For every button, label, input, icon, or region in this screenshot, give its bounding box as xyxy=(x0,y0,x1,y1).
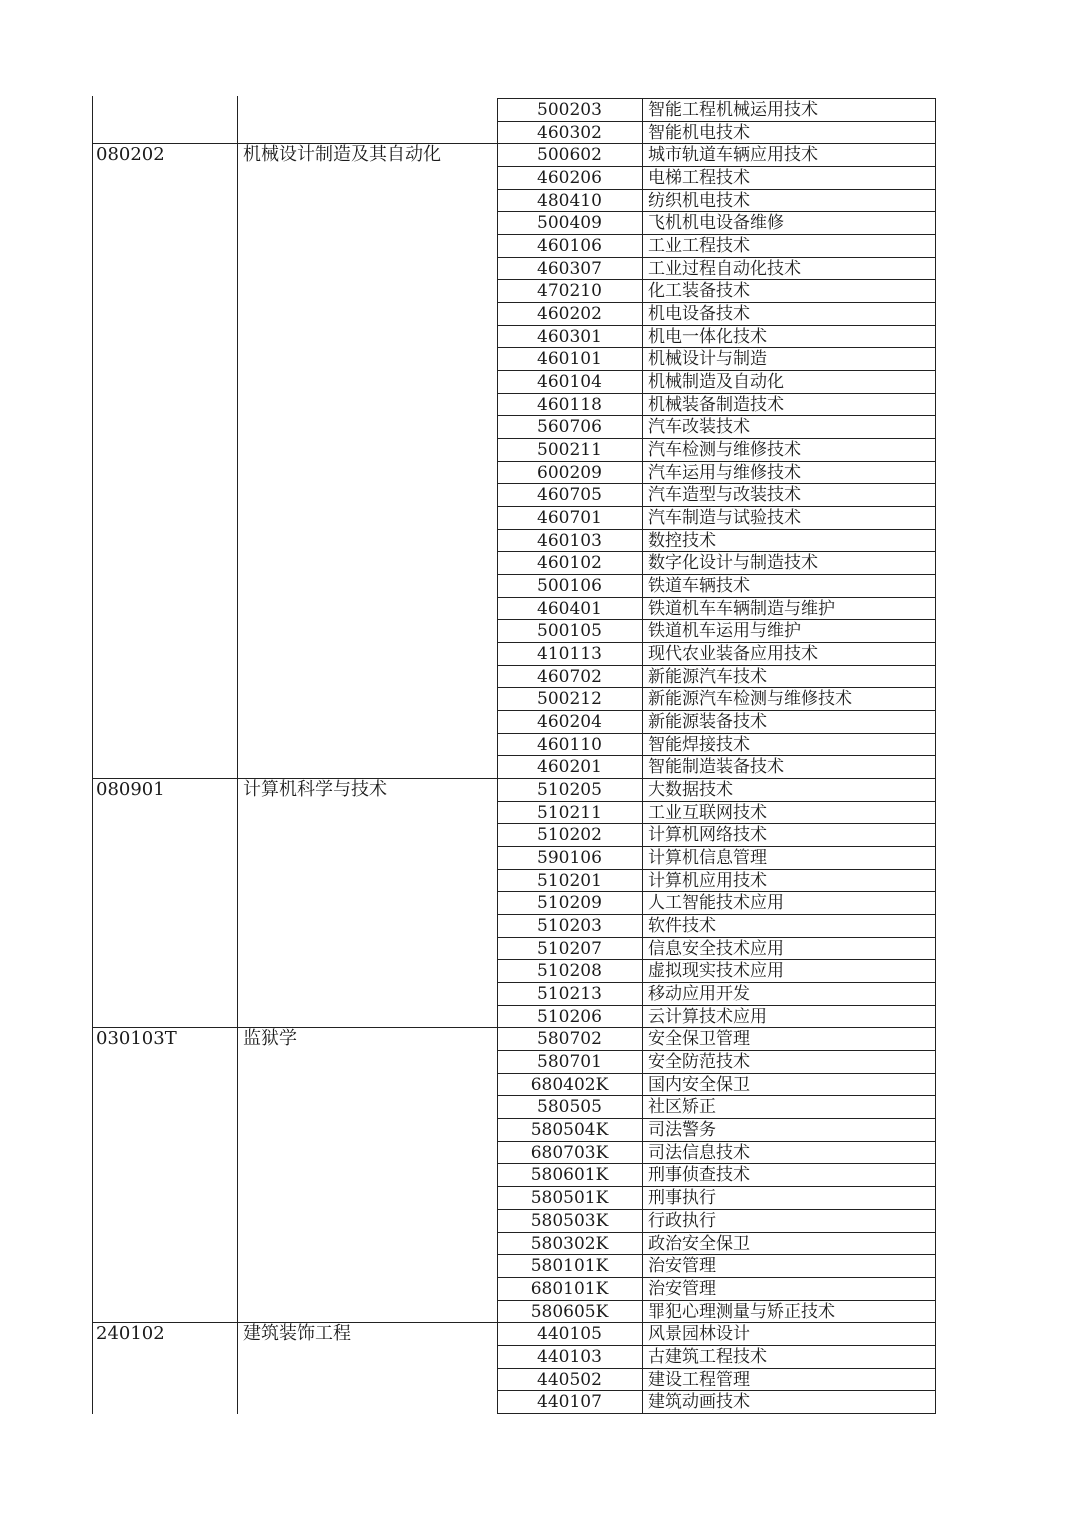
vocational-code: 510206 xyxy=(537,1006,602,1027)
row-border xyxy=(497,1413,935,1414)
vocational-code: 580101K xyxy=(530,1256,609,1277)
vocational-code: 460110 xyxy=(537,734,602,755)
vocational-name: 移动应用开发 xyxy=(648,984,750,1005)
vocational-code: 580503K xyxy=(530,1210,609,1231)
vocational-code: 500212 xyxy=(537,689,602,710)
vocational-name: 智能制造装备技术 xyxy=(648,757,784,778)
vocational-name: 计算机信息管理 xyxy=(648,848,767,869)
vocational-code: 510207 xyxy=(537,938,602,959)
vocational-name: 汽车检测与维修技术 xyxy=(648,440,801,461)
vocational-code: 440105 xyxy=(537,1324,602,1345)
vocational-name: 建筑动画技术 xyxy=(648,1392,750,1413)
vocational-code: 600209 xyxy=(537,462,602,483)
vocational-name: 新能源汽车检测与维修技术 xyxy=(648,689,852,710)
vocational-code: 460101 xyxy=(537,349,602,370)
vocational-name: 软件技术 xyxy=(648,916,716,937)
vocational-name: 新能源装备技术 xyxy=(648,712,767,733)
vocational-code: 410113 xyxy=(537,644,602,665)
vocational-name: 政治安全保卫 xyxy=(648,1233,750,1254)
vocational-name: 安全防范技术 xyxy=(648,1052,750,1073)
column-border xyxy=(237,96,238,1414)
vocational-name: 工业过程自动化技术 xyxy=(648,258,801,279)
vocational-name: 纺织机电技术 xyxy=(648,190,750,211)
column-border xyxy=(92,96,93,1414)
vocational-code: 580302K xyxy=(530,1233,609,1254)
vocational-code: 460102 xyxy=(537,553,602,574)
vocational-code: 460118 xyxy=(537,394,602,415)
vocational-code: 580702 xyxy=(537,1029,602,1050)
vocational-name: 汽车改装技术 xyxy=(648,417,750,438)
column-border xyxy=(935,98,936,1414)
vocational-code: 680101K xyxy=(530,1278,609,1299)
vocational-code: 460103 xyxy=(537,530,602,551)
vocational-code: 510202 xyxy=(537,825,602,846)
vocational-name: 智能焊接技术 xyxy=(648,734,750,755)
vocational-code: 460701 xyxy=(537,508,602,529)
vocational-code: 460302 xyxy=(537,122,602,143)
vocational-code: 500211 xyxy=(537,440,602,461)
vocational-name: 汽车运用与维修技术 xyxy=(648,462,801,483)
vocational-name: 智能工程机械运用技术 xyxy=(648,100,818,120)
vocational-code: 460206 xyxy=(537,168,602,188)
group-code: 240102 xyxy=(96,1323,165,1345)
vocational-code: 500602 xyxy=(537,145,602,166)
vocational-name: 罪犯心理测量与矫正技术 xyxy=(648,1301,835,1322)
vocational-name: 汽车造型与改装技术 xyxy=(648,485,801,506)
vocational-name: 云计算技术应用 xyxy=(648,1006,767,1027)
vocational-code: 510205 xyxy=(537,780,602,801)
vocational-code: 500106 xyxy=(537,576,602,597)
vocational-name: 飞机机电设备维修 xyxy=(648,213,784,234)
vocational-name: 数字化设计与制造技术 xyxy=(648,553,818,574)
vocational-code: 460702 xyxy=(537,666,602,687)
vocational-code: 580504K xyxy=(530,1120,609,1141)
vocational-code: 460307 xyxy=(537,258,602,279)
vocational-code: 460106 xyxy=(537,236,602,257)
vocational-name: 机电一体化技术 xyxy=(648,326,767,347)
group-code: 030103T xyxy=(96,1028,177,1050)
vocational-name: 新能源汽车技术 xyxy=(648,666,767,687)
vocational-name: 电梯工程技术 xyxy=(648,168,750,188)
vocational-code: 510213 xyxy=(537,984,602,1005)
vocational-name: 机械制造及自动化 xyxy=(648,372,784,393)
vocational-name: 司法信息技术 xyxy=(648,1142,750,1163)
vocational-name: 化工装备技术 xyxy=(648,281,750,302)
vocational-name: 计算机网络技术 xyxy=(648,825,767,846)
group-code: 080202 xyxy=(96,144,165,166)
vocational-code: 590106 xyxy=(537,848,602,869)
vocational-code: 440103 xyxy=(537,1346,602,1367)
vocational-name: 工业互联网技术 xyxy=(648,802,767,823)
vocational-code: 680703K xyxy=(530,1142,609,1163)
vocational-code: 510203 xyxy=(537,916,602,937)
vocational-code: 580501K xyxy=(530,1188,609,1209)
vocational-code: 500409 xyxy=(537,213,602,234)
vocational-code: 680402K xyxy=(530,1074,609,1095)
vocational-code: 460705 xyxy=(537,485,602,506)
vocational-code: 510208 xyxy=(537,961,602,982)
group-code: 080901 xyxy=(96,779,165,801)
vocational-name: 工业工程技术 xyxy=(648,236,750,257)
vocational-code: 460204 xyxy=(537,712,602,733)
vocational-name: 司法警务 xyxy=(648,1120,716,1141)
vocational-code: 440502 xyxy=(537,1369,602,1390)
vocational-name: 风景园林设计 xyxy=(648,1324,750,1345)
vocational-name: 大数据技术 xyxy=(648,780,733,801)
vocational-code: 500203 xyxy=(537,100,602,120)
vocational-name: 刑事侦查技术 xyxy=(648,1165,750,1186)
vocational-name: 虚拟现实技术应用 xyxy=(648,961,784,982)
vocational-name: 智能机电技术 xyxy=(648,122,750,143)
vocational-name: 城市轨道车辆应用技术 xyxy=(648,145,818,166)
vocational-name: 数控技术 xyxy=(648,530,716,551)
vocational-name: 人工智能技术应用 xyxy=(648,893,784,914)
group-name: 机械设计制造及其自动化 xyxy=(243,144,441,166)
vocational-name: 汽车制造与试验技术 xyxy=(648,508,801,529)
vocational-name: 机械设计与制造 xyxy=(648,349,767,370)
vocational-name: 建设工程管理 xyxy=(648,1369,750,1390)
vocational-name: 机械装备制造技术 xyxy=(648,394,784,415)
vocational-code: 510211 xyxy=(537,802,602,823)
vocational-code: 470210 xyxy=(537,281,602,302)
vocational-code: 510201 xyxy=(537,870,602,891)
group-name: 建筑装饰工程 xyxy=(243,1323,351,1345)
vocational-name: 治安管理 xyxy=(648,1256,716,1277)
vocational-code: 460202 xyxy=(537,304,602,325)
vocational-code: 500105 xyxy=(537,621,602,642)
vocational-code: 580605K xyxy=(530,1301,609,1322)
group-name: 监狱学 xyxy=(243,1028,297,1050)
vocational-code: 580701 xyxy=(537,1052,602,1073)
vocational-name: 铁道机车运用与维护 xyxy=(648,621,801,642)
vocational-code: 580601K xyxy=(530,1165,609,1186)
vocational-name: 铁道机车车辆制造与维护 xyxy=(648,598,835,619)
vocational-code: 460104 xyxy=(537,372,602,393)
vocational-name: 国内安全保卫 xyxy=(648,1074,750,1095)
vocational-name: 古建筑工程技术 xyxy=(648,1346,767,1367)
vocational-code: 510209 xyxy=(537,893,602,914)
vocational-name: 行政执行 xyxy=(648,1210,716,1231)
vocational-code: 580505 xyxy=(537,1097,602,1118)
vocational-code: 460401 xyxy=(537,598,602,619)
vocational-name: 安全保卫管理 xyxy=(648,1029,750,1050)
vocational-name: 刑事执行 xyxy=(648,1188,716,1209)
vocational-code: 480410 xyxy=(537,190,602,211)
vocational-code: 460301 xyxy=(537,326,602,347)
vocational-name: 治安管理 xyxy=(648,1278,716,1299)
vocational-name: 铁道车辆技术 xyxy=(648,576,750,597)
vocational-code: 460201 xyxy=(537,757,602,778)
vocational-code: 440107 xyxy=(537,1392,602,1413)
vocational-name: 社区矫正 xyxy=(648,1097,716,1118)
vocational-code: 560706 xyxy=(537,417,602,438)
vocational-name: 计算机应用技术 xyxy=(648,870,767,891)
group-name: 计算机科学与技术 xyxy=(243,779,387,801)
vocational-name: 现代农业装备应用技术 xyxy=(648,644,818,665)
vocational-name: 机电设备技术 xyxy=(648,304,750,325)
vocational-name: 信息安全技术应用 xyxy=(648,938,784,959)
